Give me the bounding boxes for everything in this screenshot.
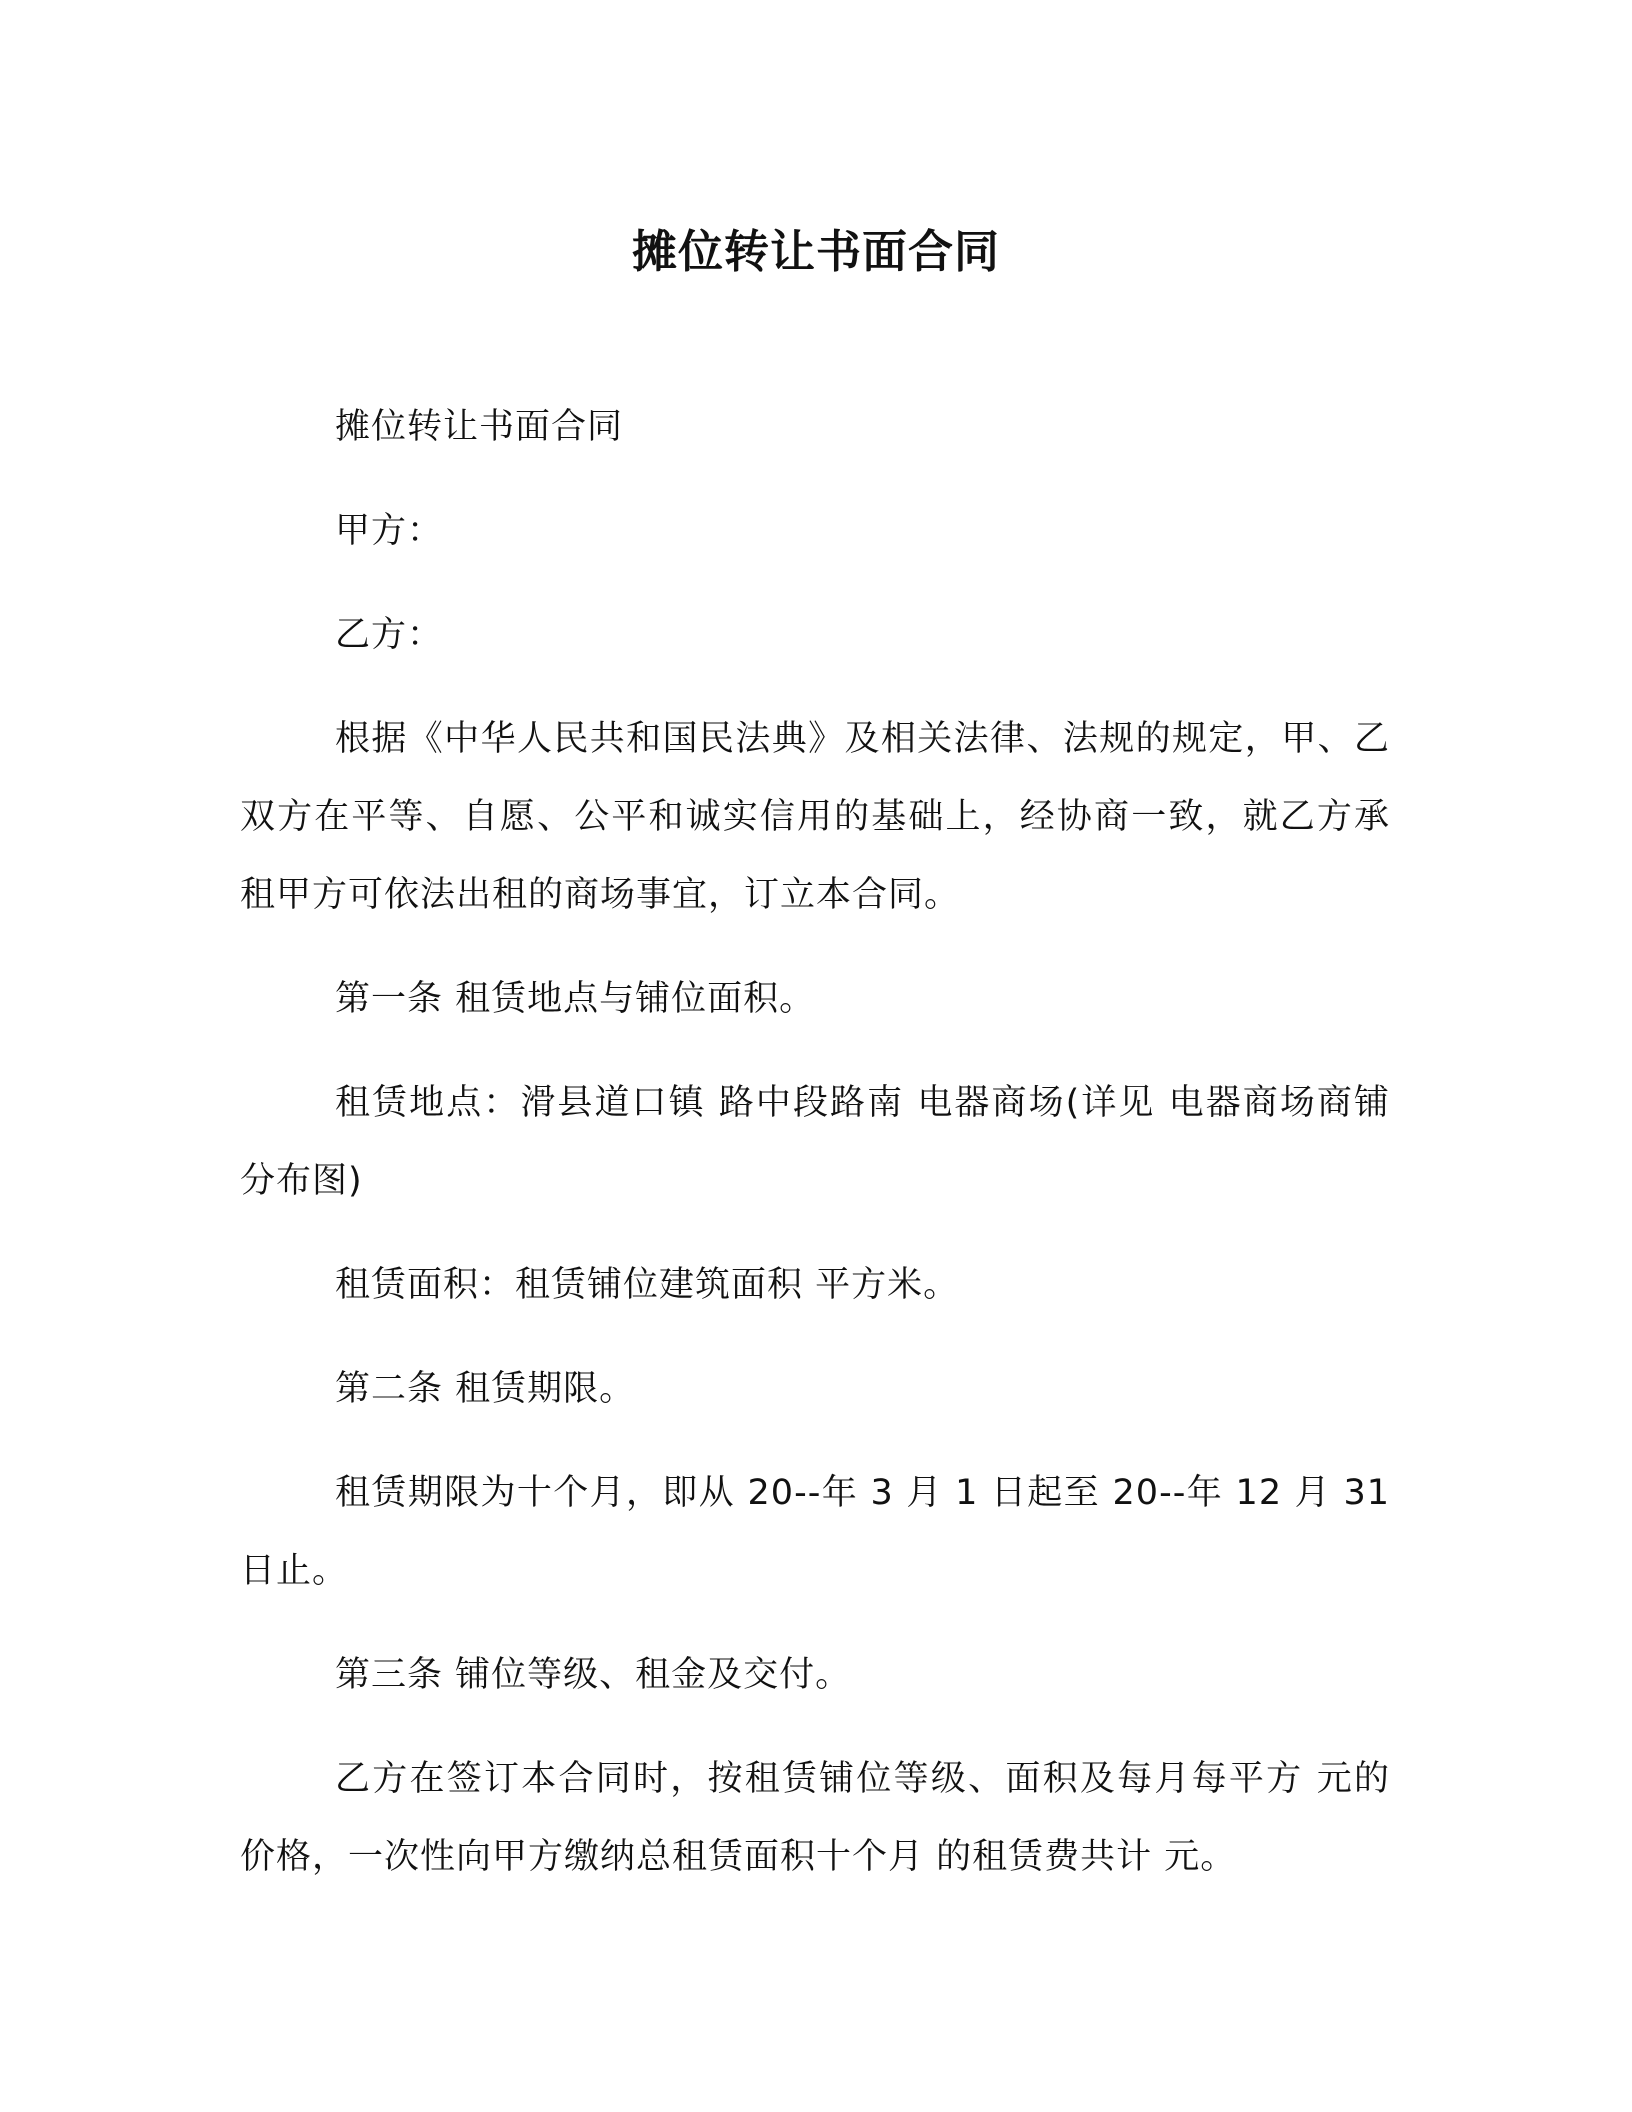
paragraph-lease-area: 租赁面积：租赁铺位建筑面积 平方米。	[335, 1265, 960, 1305]
document-body	[240, 388, 1390, 1922]
paragraph-party-b: 乙方：	[335, 615, 444, 655]
paragraph-lease-term: 租赁期限为十个月，即从 20--年 3 月 1 日起至 20--年 12 月 31 日止。	[240, 1473, 1390, 1591]
document-title: 摊位转让书面合同	[631, 225, 1000, 278]
paragraph-lease-location: 租赁地点：滑县道口镇 路中段路南 电器商场(详见 电器商场商铺分布图)	[240, 1083, 1390, 1201]
paragraph-heading: 摊位转让书面合同	[335, 407, 624, 447]
paragraph-article-2-title: 第二条 租赁期限。	[335, 1369, 636, 1409]
paragraph-party-a: 甲方：	[335, 511, 444, 551]
paragraph-article-3-title: 第三条 铺位等级、租金及交付。	[335, 1655, 852, 1695]
paragraph-preamble: 根据《中华人民共和国民法典》及相关法律、法规的规定，甲、乙双方在平等、自愿、公平和诚实信用的基础上，经协商一致，就乙方承租甲方可依法出租的商场事宜，订立本合同。	[240, 719, 1390, 915]
paragraph-article-1-title: 第一条 租赁地点与铺位面积。	[335, 979, 816, 1019]
paragraph-rent-payment: 乙方在签订本合同时，按租赁铺位等级、面积及每月每平方 元的价格，一次性向甲方缴纳总租赁面积十个月 的租赁费共计 元。	[240, 1759, 1390, 1877]
